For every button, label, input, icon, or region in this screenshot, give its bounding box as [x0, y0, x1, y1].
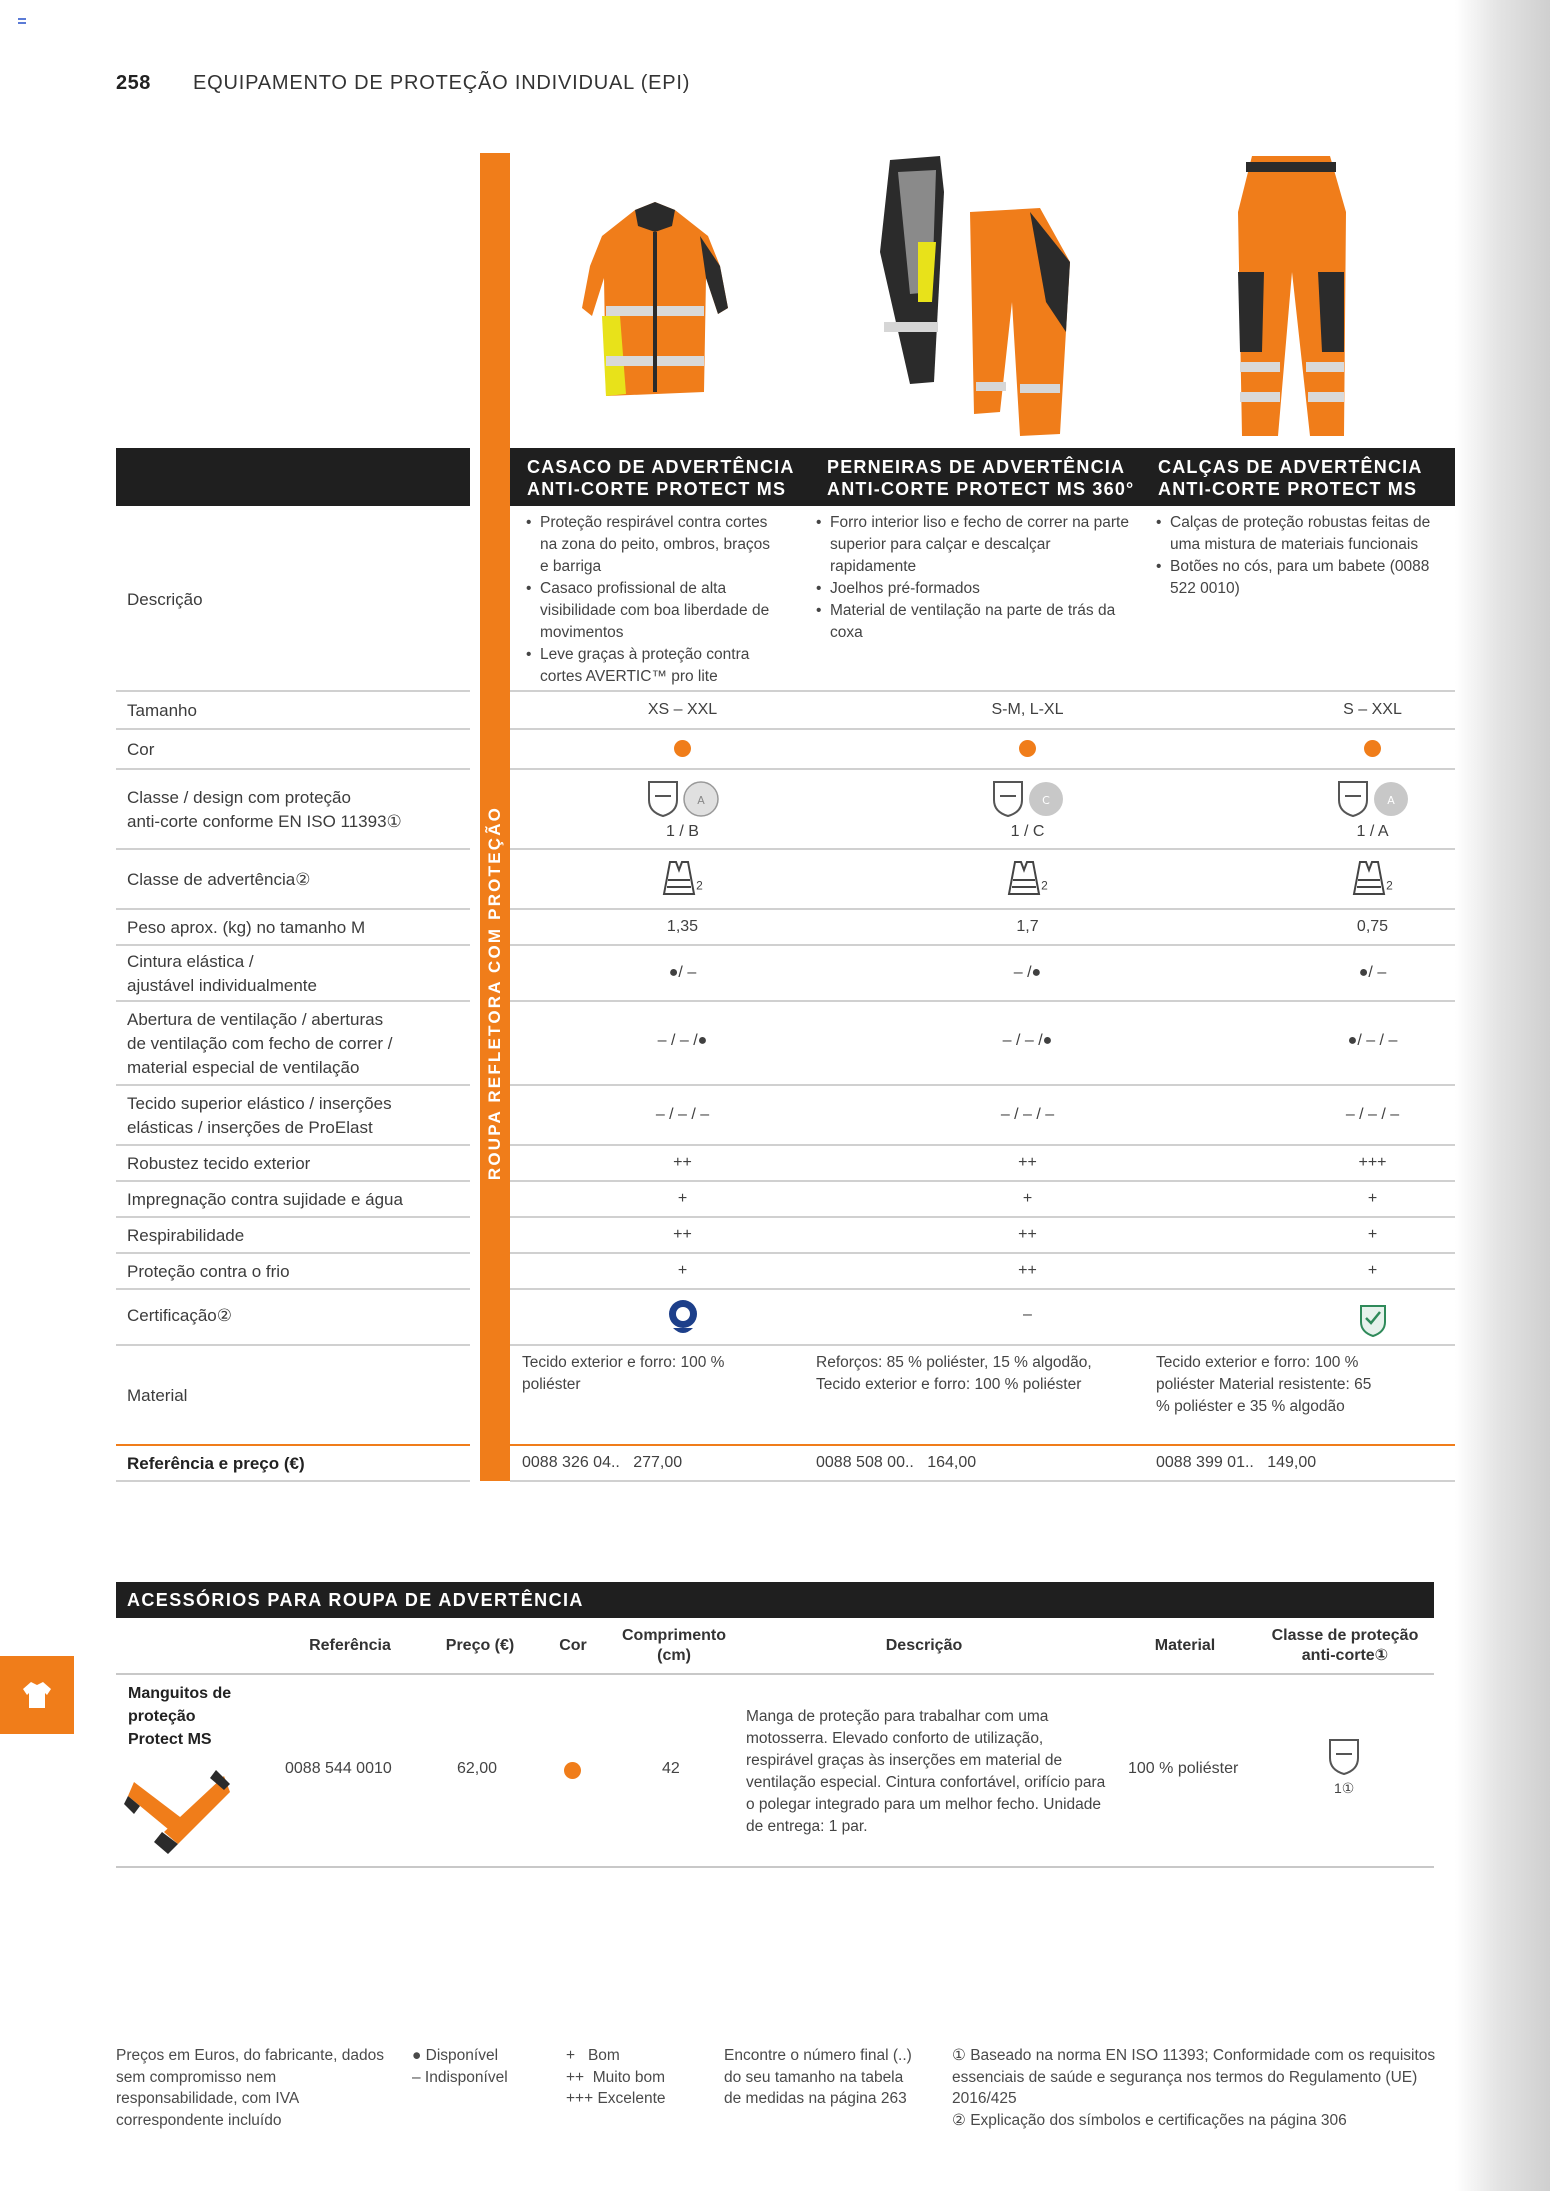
accessory-reference: 0088 544 0010 [285, 1760, 392, 1777]
row-color: Cor [116, 730, 1550, 770]
product-1-description: • Proteção respirável contra cortes na zona do peito, ombros, braços e barriga • Casaco profissional de alta visibilidade com boa liberdade de movimentos • Leve graças à proteção contra cortes AVERTIC™ pro lite [526, 512, 776, 688]
row-label: Descrição [127, 590, 203, 609]
row-cold-protection: Proteção contra o frio + ++ + [116, 1254, 1550, 1290]
col-length: Comprimento (cm) [622, 1627, 726, 1664]
row-material: Material Tecido exterior e forro: 100 % poliéster Reforços: 85 % poliéster, 15 % algodão, Tecido exterior e forro: 100 % poliéster Tecido exterior e forro: 100 % poliéster Material resistente: 65 % poliéster e 35 % algodão [116, 1346, 1550, 1446]
product-1-material: Tecido exterior e forro: 100 % poliéster [522, 1354, 725, 1393]
header-label-cell [116, 448, 470, 506]
footer-availability: ● Disponível – Indisponível [412, 2047, 508, 2086]
product-2-material: Reforços: 85 % poliéster, 15 % algodão, Tecido exterior e forro: 100 % poliéster [816, 1354, 1092, 1393]
jacket-image [580, 196, 730, 408]
row-size: Tamanho XS – XXL S-M, L-XL S – XXL [116, 692, 1550, 730]
svg-text:A: A [696, 794, 705, 807]
product-2-reference: 0088 508 00.. [816, 1454, 914, 1471]
color-swatch-orange [1019, 740, 1036, 757]
product-2-price: 164,00 [927, 1454, 977, 1471]
footer-size-note: Encontre o número final (..) do seu tamanho na tabela de medidas na página 263 [724, 2047, 912, 2107]
accessory-length: 42 [662, 1760, 680, 1777]
color-swatch-orange [674, 740, 691, 757]
row-warning-class: Classe de advertência② $^2$ $^2$ $^2$ [116, 850, 1550, 910]
menu-icon[interactable] [18, 18, 26, 24]
accessory-material: 100 % poliéster [1128, 1760, 1239, 1777]
row-reference-price: Referência e preço (€) 0088 326 04.. 277,00 0088 508 00.. 164,00 0088 399 01.. 149,00 [116, 1446, 1550, 1482]
trousers-image [1226, 152, 1356, 436]
svg-text:C: C [1041, 794, 1050, 807]
col-reference: Referência [309, 1637, 391, 1654]
accessories-header-line [116, 1673, 1434, 1675]
footer-prices-note: Preços em Euros, do fabricante, dados sem compromisso nem responsabilidade, com IVA correspondente incluído [116, 2047, 384, 2129]
page-title: EQUIPAMENTO DE PROTEÇÃO INDIVIDUAL (EPI) [193, 72, 691, 94]
accessory-color-swatch [564, 1762, 581, 1779]
accessory-description: Manga de proteção para trabalhar com uma motosserra. Elevado conforto de utilização, respirável graças às inserções em material de ventilação especial. Cintura confortável, orifício para o polegar integrado para um melhor fecho. Unidade de entrega: 1 par. [746, 1708, 1106, 1835]
row-impregnation: Impregnação contra sujidade e água + + + [116, 1182, 1550, 1218]
saw-protection-icon [1333, 778, 1413, 818]
product-2-description: • Forro interior liso e fecho de correr na parte superior para calçar e descalçar rapidamente • Joelhos pré-formados • Material de ventilação na parte de trás da coxa [816, 512, 1136, 644]
col-material: Material [1154, 1637, 1216, 1654]
row-weight: Peso aprox. (kg) no tamanho M 1,35 1,7 0,75 [116, 910, 1550, 946]
product-1-price: 277,00 [633, 1454, 683, 1471]
footer-rating-legend: + Bom ++ Muito bom +++ Excelente [566, 2047, 666, 2107]
product-3-reference: 0088 399 01.. [1156, 1454, 1254, 1471]
color-swatch-orange [1364, 740, 1381, 757]
col-cut-protection-class: Classe de proteção anti-corte① [1271, 1627, 1419, 1664]
saw-protection-icon [988, 778, 1068, 818]
accessory-price: 62,00 [457, 1760, 498, 1777]
category-label: ROUPA REFLETORA COM PROTEÇÃO [485, 805, 504, 1181]
row-elastic: Tecido superior elástico / inserções elásticas / inserções de ProElast – / – / – – / – / – – / – / – [116, 1086, 1550, 1146]
footer-footnotes: ① Baseado na norma EN ISO 11393; Conformidade com os requisitos essenciais de saúde e segurança nos termos do Regulamento (UE) 2016/425 ② Explicação dos símbolos e certificações na página 306 [952, 2047, 1436, 2129]
row-breathability: Respirabilidade ++ ++ + [116, 1218, 1550, 1254]
accessories-title: ACESSÓRIOS PARA ROUPA DE ADVERTÊNCIA [116, 1582, 1434, 1618]
col-price: Preço (€) [445, 1637, 515, 1654]
protective-sleeves-image [124, 1762, 234, 1858]
row-ventilation: Abertura de ventilação / aberturas de ventilação com fecho de correr / material especial de ventilação – / – /● – / – /● ●/ – / – [116, 1002, 1550, 1086]
accessory-name: Manguitos de proteção Protect MS [128, 1685, 232, 1748]
row-certification: Certificação② – [116, 1290, 1550, 1346]
row-waist: Cintura elástica / ajustável individualmente ●/ – – /● ●/ – [116, 946, 1550, 1002]
product-1-reference: 0088 326 04.. [522, 1454, 620, 1471]
jacket-icon [21, 1679, 53, 1711]
clothing-section-tab[interactable] [0, 1656, 74, 1734]
col-color: Cor [559, 1637, 587, 1654]
svg-text:A: A [1386, 794, 1395, 807]
product-title-1: CASACO DE ADVERTÊNCIA ANTI-CORTE PROTECT MS [527, 457, 795, 499]
product-3-material: Tecido exterior e forro: 100 % poliéster Material resistente: 65 % poliéster e 35 % algodão [1156, 1354, 1372, 1415]
product-title-2: PERNEIRAS DE ADVERTÊNCIA ANTI-CORTE PROTECT MS 360° [827, 457, 1135, 499]
row-class-design: Classe / design com proteção anti-corte conforme EN ISO 11393① A 1 / B C 1 / C A 1 / A [116, 770, 1550, 850]
hi-vis-vest-icon [1352, 860, 1386, 896]
certification-seal-icon [1355, 1298, 1391, 1338]
product-header-row [116, 448, 1550, 506]
accessory-class: 1① [1334, 1780, 1355, 1796]
page-edge-shadow [1455, 0, 1550, 2191]
row-description [116, 506, 1550, 692]
product-title-3: CALÇAS DE ADVERTÊNCIA ANTI-CORTE PROTECT MS [1158, 457, 1423, 499]
accessories-bottom-line [116, 1866, 1434, 1868]
col-description: Descrição [885, 1637, 963, 1654]
row-robustness: Robustez tecido exterior ++ ++ +++ [116, 1146, 1550, 1182]
product-3-price: 149,00 [1267, 1454, 1317, 1471]
page-number: 258 [116, 72, 151, 94]
certification-badge-icon [665, 1298, 701, 1338]
chaps-image [870, 152, 1080, 436]
product-3-description: • Calças de proteção robustas feitas de uma mistura de materiais funcionais • Botões no cós, para um babete (0088 522 0010) [1156, 512, 1446, 600]
saw-protection-icon [1326, 1736, 1362, 1776]
hi-vis-vest-icon [662, 860, 696, 896]
saw-protection-icon [643, 778, 723, 818]
hi-vis-vest-icon [1007, 860, 1041, 896]
